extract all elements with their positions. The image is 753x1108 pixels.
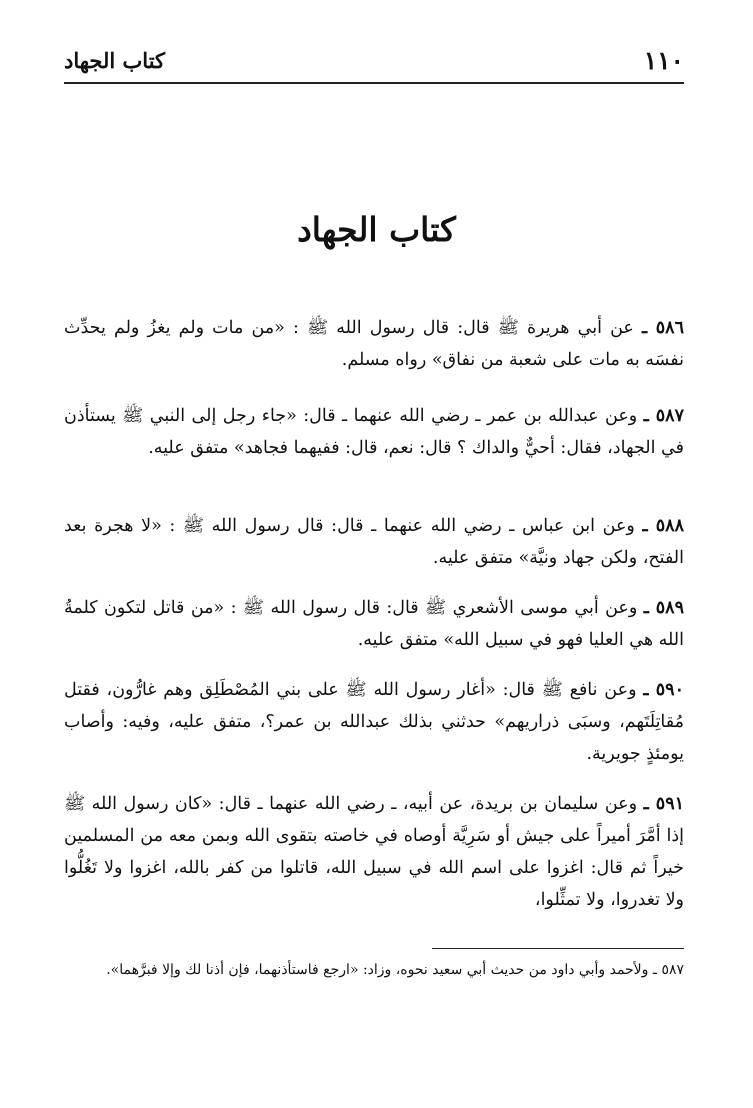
hadith-number: ٥٩١ ـ: [643, 794, 684, 814]
running-title: كتاب الجهاد: [64, 47, 166, 73]
hadith-text: وعن ابن عباس ـ رضي الله عنهما ـ قال: قال رسول الله ﷺ : «لا هجرة بعد الفتح، ولكن جهاد ونيَّة» متفق عليه.: [64, 516, 684, 568]
hadith-text: وعن عبدالله بن عمر ـ رضي الله عنهما ـ قال: «جاء رجل إلى النبي ﷺ يستأذن في الجهاد، فقال: أحيٌّ والداك ؟ قال: نعم، قال: ففيهما فجاهد» متفق عليه.: [64, 406, 684, 458]
hadith-number: ٥٨٧ ـ: [643, 406, 684, 426]
hadith-text: عن أبي هريرة ﷺ قال: قال رسول الله ﷺ : «من مات ولم يغزُ ولم يحدِّث نفسَه به مات على شعبة من نفاق» رواه مسلم.: [64, 318, 684, 370]
header-rule: [64, 82, 684, 84]
hadith-588: [64, 510, 684, 574]
hadith-587: [64, 400, 684, 464]
hadith-text: وعن سليمان بن بريدة، عن أبيه، ـ رضي الله عنهما ـ قال: «كان رسول الله ﷺ إذا أمَّرَ أميراً على جيش أو سَرِيَّة أوصاه في خاصته بتقوى الله وبمن معه من المسلمين خيراً ثم قال: اغزوا على اسم الله في سبيل الله، قاتلوا من كفر بالله، اغزوا ولا تَغُلُّوا ولا تغدروا، ولا تمثِّلوا،: [64, 794, 684, 910]
hadith-number: ٥٨٩ ـ: [643, 598, 684, 618]
hadith-591: [64, 788, 684, 916]
hadith-number: ٥٩٠ ـ: [643, 680, 684, 700]
hadith-number: ٥٨٦ ـ: [642, 318, 684, 338]
hadith-number: ٥٨٨ ـ: [642, 516, 684, 536]
page-number: ١١٠: [643, 45, 684, 75]
hadith-text: وعن نافع ﷺ قال: «أغار رسول الله ﷺ على بني المُصْطَلِق وهم غارُّون، فقتل مُقاتِلَتَهم، وسبَى ذراريهم» حدثني بذلك عبدالله بن عمر؟، متفق عليه، وفيه: وأصاب يومئذٍ جويرية.: [64, 680, 684, 764]
hadith-589: [64, 592, 684, 656]
hadith-text: وعن أبي موسى الأشعري ﷺ قال: قال رسول الله ﷺ : «من قاتل لتكون كلمةُ الله هي العليا فهو في سبيل الله» متفق عليه.: [64, 598, 684, 650]
chapter-title: كتاب الجهاد: [297, 210, 456, 249]
hadith-590: [64, 674, 684, 770]
page-header: [64, 42, 684, 78]
hadith-586: [64, 312, 684, 376]
footnote: ٥٨٧ ـ ولأحمد وأبي داود من حديث أبي سعيد نحوه، وزاد: «ارجع فاستأذنهما، فإن أذنا لك وإلا فبرَّهما».: [106, 962, 684, 978]
footnote-rule: [432, 948, 684, 949]
